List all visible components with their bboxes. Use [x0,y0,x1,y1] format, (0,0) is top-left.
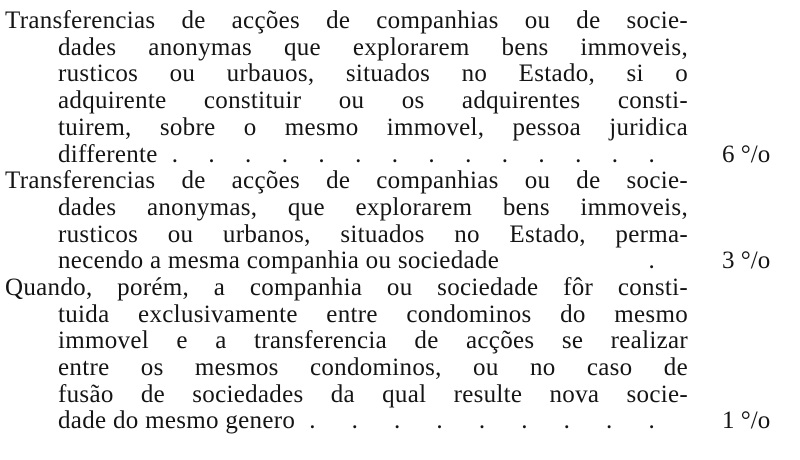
entry-1-line-1: Transferencias de acções de companhias ou de socie- [5,7,688,34]
entry-3-dot-leader: . . . . . . . . . [309,407,655,434]
entry-2-dot-leader: . [648,247,655,274]
entry-1-line-4: adquirente constituir ou os adquirentes consti- [58,87,688,114]
entry-2-last-text: necendo a mesma companhia ou sociedade [58,247,500,274]
entry-1-line-5: tuirem, sobre o mesmo immovel, pessoa juridica [58,114,688,141]
entry-2-rate: 3 °/o [722,247,771,274]
entry-3-line-5: fusão de sociedades da qual resulte nova socie- [58,381,688,408]
entry-3-line-3: immovel e a transferencia de acções se realizar [58,327,688,354]
entry-1-line-2: dades anonymas que explorarem bens immoveis, [58,34,688,61]
entry-2-line-2: dades anonymas, que explorarem bens immoveis, [58,194,688,221]
entry-1-last-line [58,141,655,169]
entry-1-line-3: rusticos ou urbauos, situados no Estado, si o [58,60,688,87]
entry-1-last-text: differente [58,141,158,168]
entry-3-line-4: entre os mesmos condominos, ou no caso de [58,354,688,381]
entry-1-rate: 6 °/o [722,141,771,168]
entry-3-last-line [58,407,655,435]
entry-3-last-text: dade do mesmo genero [58,407,296,434]
entry-3-line-2: tuida exclusivamente entre condominos do mesmo [58,301,688,328]
entry-2-last-line [58,247,655,275]
entry-2-line-3: rusticos ou urbanos, situados no Estado, perma- [58,221,688,248]
entry-1-dot-leader: . . . . . . . . . . . . . . [171,141,655,168]
entry-2-line-1: Transferencias de acções de companhias ou de socie- [5,167,688,194]
entry-3-line-1: Quando, porém, a companhia ou sociedade fôr consti- [5,274,688,301]
entry-3-rate: 1 °/o [722,407,771,434]
